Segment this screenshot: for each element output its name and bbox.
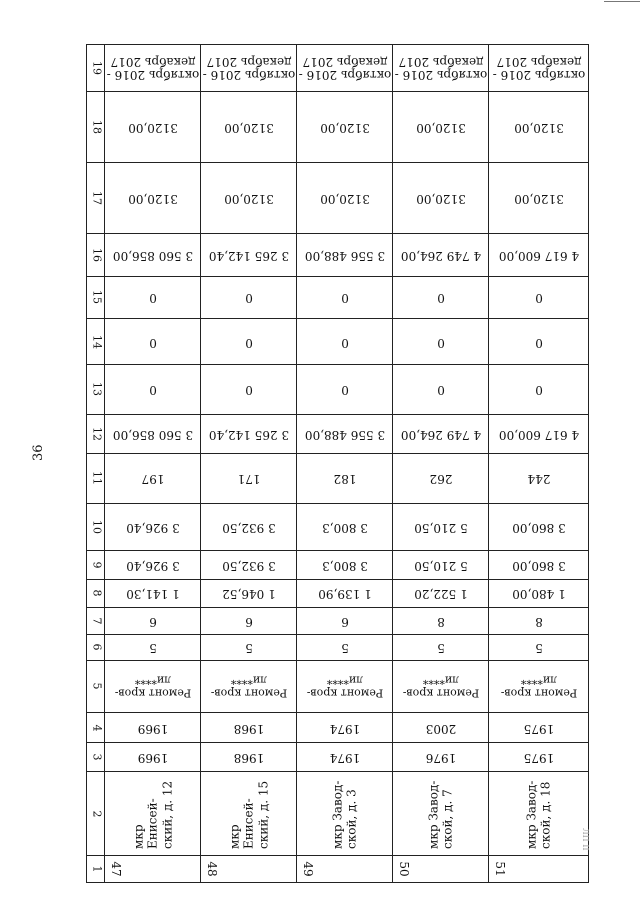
value-c9: 3 800,3 bbox=[321, 558, 368, 573]
column-number: 17 bbox=[89, 191, 103, 206]
cell-c1 bbox=[489, 856, 589, 883]
cell-c6 bbox=[105, 634, 201, 660]
value-c13: 0 bbox=[340, 383, 349, 398]
cell-c18 bbox=[201, 92, 297, 163]
value-c10: 3 932,50 bbox=[221, 520, 276, 535]
value-c4: 1974 bbox=[329, 721, 360, 736]
address-text: мкр Завод-ской, д. 7 bbox=[426, 780, 455, 849]
cell-c13 bbox=[393, 365, 489, 414]
cell-c15 bbox=[393, 277, 489, 319]
cell-c14 bbox=[105, 318, 201, 364]
cell-c12 bbox=[393, 414, 489, 454]
value-c16: 4 617 600,00 bbox=[498, 248, 579, 263]
value-c3: 1968 bbox=[233, 751, 264, 766]
value-c17: 3120,00 bbox=[513, 192, 564, 207]
value-c15: 0 bbox=[534, 291, 543, 306]
field-row-16 bbox=[87, 234, 589, 277]
period-end: декабрь 2017 bbox=[302, 55, 387, 70]
value-c11: 262 bbox=[429, 472, 452, 487]
cell-c10 bbox=[105, 503, 201, 550]
work-type-line-2: ли**** bbox=[326, 674, 363, 688]
work-type-line-1: Ремонт кров- bbox=[306, 686, 383, 700]
value-c4: 2003 bbox=[425, 721, 456, 736]
cell-c7 bbox=[489, 607, 589, 634]
cell-c19 bbox=[393, 45, 489, 92]
cell-c9 bbox=[489, 550, 589, 579]
work-type bbox=[210, 674, 286, 699]
value-c12: 4 749 264,00 bbox=[400, 427, 481, 442]
value-c6: 5 bbox=[148, 641, 157, 656]
field-row-2 bbox=[87, 772, 589, 856]
record-number: 50 bbox=[396, 861, 411, 877]
work-period bbox=[298, 55, 391, 81]
value-c8: 1 046,52 bbox=[221, 587, 276, 602]
cell-c16 bbox=[105, 234, 201, 277]
field-row-10 bbox=[87, 503, 589, 550]
value-c10: 5 210,50 bbox=[413, 520, 468, 535]
value-c12: 3 560 856,00 bbox=[112, 427, 193, 442]
work-period bbox=[394, 55, 487, 81]
value-c12: 4 617 600,00 bbox=[498, 427, 579, 442]
value-c7: 6 bbox=[244, 614, 253, 629]
cell-c6 bbox=[489, 634, 589, 660]
value-c18: 3120,00 bbox=[127, 121, 178, 136]
cell-c8 bbox=[297, 579, 393, 607]
cell-c14 bbox=[489, 318, 589, 364]
value-c14: 0 bbox=[148, 335, 157, 350]
value-c4: 1968 bbox=[233, 721, 264, 736]
cell-c17 bbox=[105, 163, 201, 234]
cell-c16 bbox=[201, 234, 297, 277]
cell-c5 bbox=[105, 660, 201, 713]
column-number: 2 bbox=[89, 810, 103, 818]
value-c9: 3 860,00 bbox=[511, 558, 566, 573]
column-number-cell bbox=[87, 550, 105, 579]
cell-c4 bbox=[489, 713, 589, 743]
cell-c18 bbox=[297, 92, 393, 163]
cell-c17 bbox=[489, 163, 589, 234]
value-c4: 1975 bbox=[523, 721, 554, 736]
value-c6: 5 bbox=[436, 641, 445, 656]
work-type bbox=[114, 674, 190, 699]
field-row-3 bbox=[87, 743, 589, 772]
work-type-line-1: Ремонт кров- bbox=[210, 686, 287, 700]
field-row-12 bbox=[87, 414, 589, 454]
register-table-wrap bbox=[86, 44, 588, 883]
record-number: 47 bbox=[108, 861, 123, 877]
value-c7: 6 bbox=[340, 614, 349, 629]
field-row-9 bbox=[87, 550, 589, 579]
field-row-13 bbox=[87, 365, 589, 414]
cell-c3 bbox=[297, 743, 393, 772]
cell-c5 bbox=[393, 660, 489, 713]
cell-c16 bbox=[393, 234, 489, 277]
cell-c5 bbox=[201, 660, 297, 713]
cell-c7 bbox=[105, 607, 201, 634]
cell-c16 bbox=[297, 234, 393, 277]
period-end: декабрь 2017 bbox=[496, 55, 581, 70]
value-c3: 1975 bbox=[523, 751, 554, 766]
cell-c1 bbox=[105, 856, 201, 883]
cell-c4 bbox=[393, 713, 489, 743]
value-c8: 1 141,30 bbox=[125, 587, 180, 602]
cell-c13 bbox=[201, 365, 297, 414]
value-c4: 1969 bbox=[137, 721, 168, 736]
period-end: декабрь 2017 bbox=[110, 55, 195, 70]
value-c11: 244 bbox=[527, 472, 550, 487]
column-number: 15 bbox=[89, 290, 103, 305]
cell-c2 bbox=[489, 772, 589, 856]
cell-c9 bbox=[105, 550, 201, 579]
value-c9: 3 932,50 bbox=[221, 558, 276, 573]
cell-c8 bbox=[489, 579, 589, 607]
cell-c12 bbox=[489, 414, 589, 454]
value-c7: 6 bbox=[148, 614, 157, 629]
work-type bbox=[402, 674, 478, 699]
cell-c13 bbox=[297, 365, 393, 414]
value-c11: 171 bbox=[237, 472, 260, 487]
value-c3: 1976 bbox=[425, 751, 456, 766]
cell-c13 bbox=[105, 365, 201, 414]
work-type bbox=[306, 674, 382, 699]
work-type-line-2: ли**** bbox=[230, 674, 267, 688]
value-c15: 0 bbox=[244, 291, 253, 306]
address-text: мкр Завод-ской, д. 3 bbox=[330, 780, 359, 849]
column-number-cell bbox=[87, 579, 105, 607]
column-number: 11 bbox=[89, 471, 103, 486]
cell-c5 bbox=[297, 660, 393, 713]
cell-c9 bbox=[297, 550, 393, 579]
cell-c15 bbox=[105, 277, 201, 319]
value-c3: 1969 bbox=[137, 751, 168, 766]
value-c10: 3 800,3 bbox=[321, 520, 368, 535]
cell-c12 bbox=[297, 414, 393, 454]
cell-c18 bbox=[105, 92, 201, 163]
cell-c12 bbox=[105, 414, 201, 454]
work-type-line-1: Ремонт кров- bbox=[114, 686, 191, 700]
cell-c9 bbox=[201, 550, 297, 579]
column-number-cell bbox=[87, 163, 105, 234]
value-c16: 4 749 264,00 bbox=[400, 248, 481, 263]
field-row-1 bbox=[87, 856, 589, 883]
value-c16: 3 560 856,00 bbox=[112, 248, 193, 263]
value-c8: 1 480,00 bbox=[511, 587, 566, 602]
field-row-7 bbox=[87, 607, 589, 634]
column-number: 5 bbox=[89, 682, 103, 690]
page-number: 36 bbox=[31, 444, 46, 461]
column-number: 12 bbox=[89, 426, 103, 441]
cell-c7 bbox=[297, 607, 393, 634]
column-number-cell bbox=[87, 365, 105, 414]
cell-c10 bbox=[297, 503, 393, 550]
value-c10: 3 860,00 bbox=[511, 520, 566, 535]
period-start: октябрь 2016 - bbox=[298, 68, 391, 83]
value-c14: 0 bbox=[534, 335, 543, 350]
value-c15: 0 bbox=[436, 291, 445, 306]
cell-c17 bbox=[201, 163, 297, 234]
cell-c19 bbox=[297, 45, 393, 92]
field-row-8 bbox=[87, 579, 589, 607]
value-c9: 3 926,40 bbox=[125, 558, 180, 573]
cell-c3 bbox=[105, 743, 201, 772]
cell-c11 bbox=[105, 454, 201, 503]
address-text: мкр Енисей-ский, д. 15 bbox=[226, 780, 270, 849]
column-number-cell bbox=[87, 660, 105, 713]
cell-c10 bbox=[201, 503, 297, 550]
record-number: 49 bbox=[300, 861, 315, 877]
cell-c19 bbox=[105, 45, 201, 92]
column-number: 4 bbox=[89, 724, 103, 732]
top-edge-line bbox=[604, 1, 640, 2]
value-c10: 3 926,40 bbox=[125, 520, 180, 535]
value-c6: 5 bbox=[534, 641, 543, 656]
cell-c11 bbox=[393, 454, 489, 503]
cell-c11 bbox=[297, 454, 393, 503]
column-number: 6 bbox=[89, 643, 103, 651]
field-row-4 bbox=[87, 713, 589, 743]
cell-c4 bbox=[105, 713, 201, 743]
cell-c3 bbox=[393, 743, 489, 772]
column-number-cell bbox=[87, 713, 105, 743]
value-c13: 0 bbox=[148, 383, 157, 398]
column-number: 13 bbox=[89, 382, 103, 397]
cell-c11 bbox=[489, 454, 589, 503]
value-c16: 3 265 142,40 bbox=[208, 248, 289, 263]
cell-c10 bbox=[393, 503, 489, 550]
cell-c8 bbox=[105, 579, 201, 607]
field-row-14 bbox=[87, 318, 589, 364]
cell-c2 bbox=[105, 772, 201, 856]
cell-c14 bbox=[297, 318, 393, 364]
cell-c2 bbox=[297, 772, 393, 856]
cell-c18 bbox=[393, 92, 489, 163]
value-c11: 182 bbox=[333, 472, 356, 487]
period-start: октябрь 2016 - bbox=[106, 68, 199, 83]
cell-c14 bbox=[393, 318, 489, 364]
column-number-cell bbox=[87, 318, 105, 364]
column-number-cell bbox=[87, 92, 105, 163]
column-number: 7 bbox=[89, 617, 103, 625]
value-c8: 1 522,20 bbox=[413, 587, 468, 602]
work-type-line-2: ли**** bbox=[422, 674, 459, 688]
cell-c15 bbox=[201, 277, 297, 319]
cell-c2 bbox=[393, 772, 489, 856]
cell-c15 bbox=[489, 277, 589, 319]
address-text: мкр Завод-ской, д. 18 bbox=[524, 780, 553, 849]
value-c13: 0 bbox=[436, 383, 445, 398]
column-number-cell bbox=[87, 45, 105, 92]
cell-c7 bbox=[393, 607, 489, 634]
column-number-cell bbox=[87, 277, 105, 319]
column-number-cell bbox=[87, 634, 105, 660]
column-number: 9 bbox=[89, 561, 103, 569]
column-number: 8 bbox=[89, 589, 103, 597]
cell-c13 bbox=[489, 365, 589, 414]
cell-c3 bbox=[489, 743, 589, 772]
cell-c1 bbox=[201, 856, 297, 883]
cell-c2 bbox=[201, 772, 297, 856]
field-row-17 bbox=[87, 163, 589, 234]
column-number-cell bbox=[87, 454, 105, 503]
cell-c17 bbox=[393, 163, 489, 234]
value-c18: 3120,00 bbox=[415, 121, 466, 136]
column-number: 10 bbox=[89, 519, 103, 534]
column-number-cell bbox=[87, 414, 105, 454]
value-c18: 3120,00 bbox=[223, 121, 274, 136]
column-number: 18 bbox=[89, 120, 103, 135]
value-c14: 0 bbox=[340, 335, 349, 350]
column-number: 3 bbox=[89, 753, 103, 761]
cell-c1 bbox=[393, 856, 489, 883]
period-start: октябрь 2016 - bbox=[394, 68, 487, 83]
column-number-cell bbox=[87, 234, 105, 277]
cell-c19 bbox=[201, 45, 297, 92]
cell-c11 bbox=[201, 454, 297, 503]
value-c17: 3120,00 bbox=[415, 192, 466, 207]
value-c9: 5 210,50 bbox=[413, 558, 468, 573]
value-c6: 5 bbox=[340, 641, 349, 656]
column-number: 16 bbox=[89, 248, 103, 263]
cell-c8 bbox=[393, 579, 489, 607]
value-c14: 0 bbox=[436, 335, 445, 350]
period-start: октябрь 2016 - bbox=[202, 68, 295, 83]
value-c7: 8 bbox=[436, 614, 445, 629]
cell-c8 bbox=[201, 579, 297, 607]
address-text: мкр Енисей-ский, д. 12 bbox=[130, 780, 174, 849]
column-number-cell bbox=[87, 503, 105, 550]
cell-c16 bbox=[489, 234, 589, 277]
field-row-18 bbox=[87, 92, 589, 163]
cell-c17 bbox=[297, 163, 393, 234]
field-row-5 bbox=[87, 660, 589, 713]
work-period bbox=[106, 55, 199, 81]
work-type-line-2: ли**** bbox=[520, 674, 557, 688]
work-type-line-2: ли**** bbox=[134, 674, 171, 688]
cell-c4 bbox=[201, 713, 297, 743]
cell-c4 bbox=[297, 713, 393, 743]
record-number: 51 bbox=[492, 861, 507, 877]
column-number-cell bbox=[87, 743, 105, 772]
value-c16: 3 556 488,00 bbox=[304, 248, 385, 263]
cell-c3 bbox=[201, 743, 297, 772]
field-row-11 bbox=[87, 454, 589, 503]
period-start: октябрь 2016 - bbox=[492, 68, 585, 83]
cell-c18 bbox=[489, 92, 589, 163]
cell-c6 bbox=[201, 634, 297, 660]
cell-c7 bbox=[201, 607, 297, 634]
column-number: 14 bbox=[89, 334, 103, 349]
column-number-cell bbox=[87, 856, 105, 883]
cell-c10 bbox=[489, 503, 589, 550]
field-row-6 bbox=[87, 634, 589, 660]
cell-c15 bbox=[297, 277, 393, 319]
value-c7: 8 bbox=[534, 614, 543, 629]
value-c3: 1974 bbox=[329, 751, 360, 766]
record-number: 48 bbox=[204, 861, 219, 877]
work-type-line-1: Ремонт кров- bbox=[402, 686, 479, 700]
value-c12: 3 556 488,00 bbox=[304, 427, 385, 442]
value-c14: 0 bbox=[244, 335, 253, 350]
cell-c12 bbox=[201, 414, 297, 454]
value-c18: 3120,00 bbox=[319, 121, 370, 136]
column-number: 19 bbox=[89, 61, 103, 76]
cell-c6 bbox=[393, 634, 489, 660]
value-c17: 3120,00 bbox=[319, 192, 370, 207]
register-table bbox=[86, 44, 589, 883]
stamp-text: ЛП II bbox=[581, 828, 590, 851]
cell-c6 bbox=[297, 634, 393, 660]
cell-c1 bbox=[297, 856, 393, 883]
field-row-15 bbox=[87, 277, 589, 319]
work-type-line-1: Ремонт кров- bbox=[500, 686, 577, 700]
work-period bbox=[202, 55, 295, 81]
work-period bbox=[492, 55, 585, 81]
cell-c5 bbox=[489, 660, 589, 713]
value-c12: 3 265 142,40 bbox=[208, 427, 289, 442]
column-number: 1 bbox=[89, 865, 103, 873]
cell-c19 bbox=[489, 45, 589, 92]
column-number-cell bbox=[87, 607, 105, 634]
cell-c9 bbox=[393, 550, 489, 579]
value-c17: 3120,00 bbox=[127, 192, 178, 207]
value-c6: 5 bbox=[244, 641, 253, 656]
value-c8: 1 139,90 bbox=[317, 587, 372, 602]
value-c18: 3120,00 bbox=[513, 121, 564, 136]
value-c17: 3120,00 bbox=[223, 192, 274, 207]
period-end: декабрь 2017 bbox=[398, 55, 483, 70]
value-c15: 0 bbox=[340, 291, 349, 306]
cell-c14 bbox=[201, 318, 297, 364]
value-c11: 197 bbox=[141, 472, 164, 487]
value-c13: 0 bbox=[534, 383, 543, 398]
period-end: декабрь 2017 bbox=[206, 55, 291, 70]
work-type bbox=[500, 674, 576, 699]
field-row-19 bbox=[87, 45, 589, 92]
column-number-cell bbox=[87, 772, 105, 856]
value-c13: 0 bbox=[244, 383, 253, 398]
value-c15: 0 bbox=[148, 291, 157, 306]
